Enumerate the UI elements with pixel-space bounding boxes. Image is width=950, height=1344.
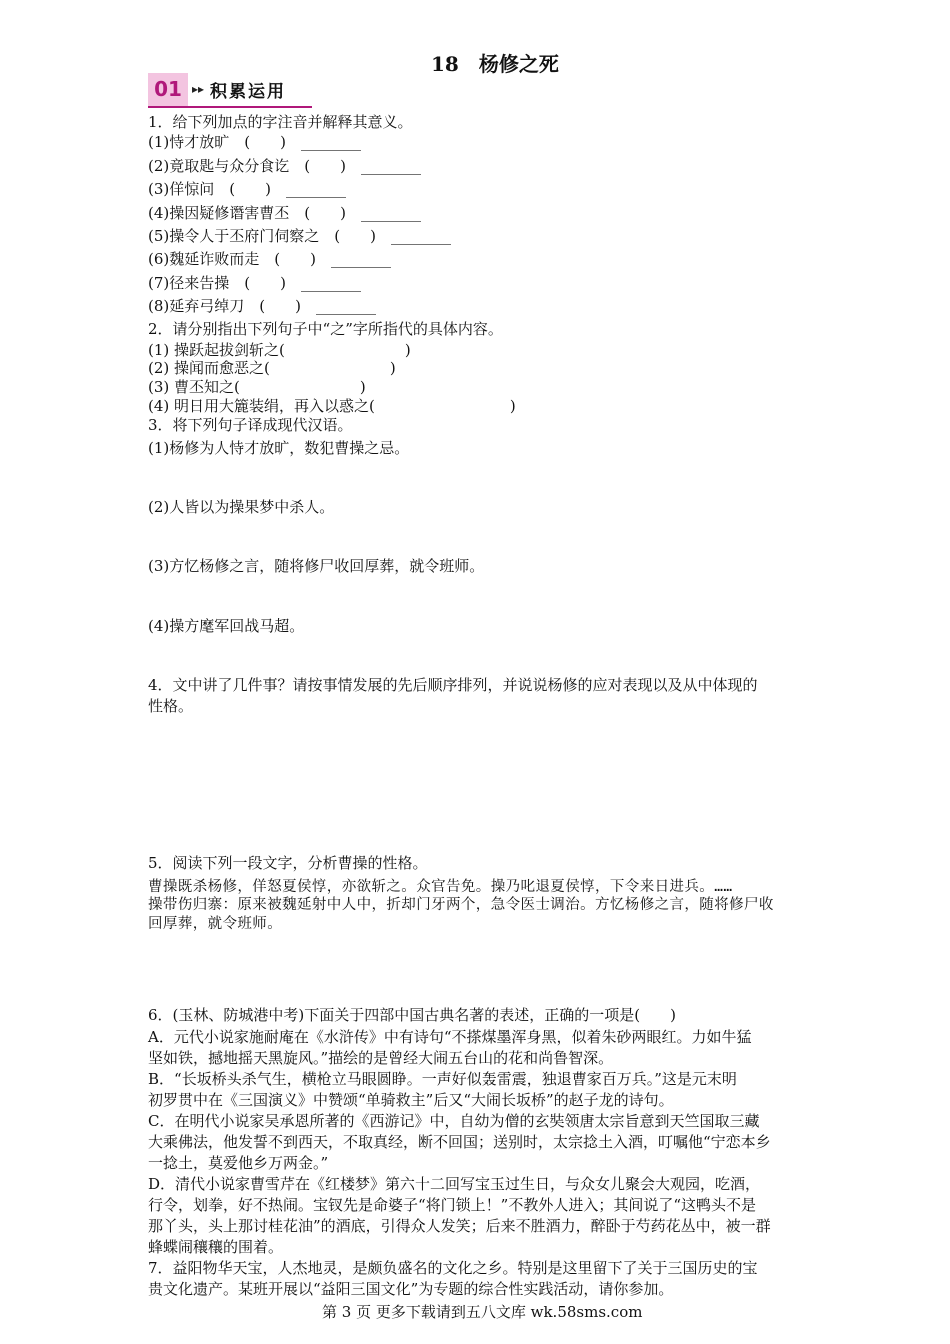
q2-item: (2) 操闻而愈恶之( ) — [148, 359, 396, 377]
q6-line: 坚如铁，撼地摇天黑旋风。”描绘的是曾经大闹五台山的花和尚鲁智深。 — [148, 1049, 614, 1067]
q2-item: (3) 曹丕知之( ) — [148, 378, 366, 396]
q6-stem: 6．(玉林、防城港中考)下面关于四部中国古典名著的表述，正确的一项是( ) — [148, 1006, 676, 1024]
q6-line: 大乘佛法，他发誓不到西天，不取真经，断不回国；送别时，太宗捻土入酒，叮嘱他“宁恋本乡 — [148, 1133, 771, 1151]
q1-item: (7)径来告操 ( ) ________ — [148, 274, 361, 292]
q1-item: (8)延弃弓绰刀 ( ) ________ — [148, 297, 376, 315]
q3-item: (3)方忆杨修之言，随将修尸收回厚葬，就令班师。 — [148, 557, 485, 575]
q1-item: (4)操因疑修谮害曹丕 ( ) ________ — [148, 204, 421, 222]
q6-line: D．清代小说家曹雪芹在《红楼梦》第六十二回写宝玉过生日，与众女儿聚会大观园，吃酒， — [148, 1175, 761, 1193]
q6-line: A．元代小说家施耐庵在《水浒传》中有诗句“不搽煤墨浑身黑，似着朱砂两眼红。力如牛猛 — [148, 1028, 752, 1046]
q6-line: 那丫头，头上那讨桂花油”的酒底，引得众人发笑；后来不胜酒力，醉卧于芍药花丛中，被一群 — [148, 1217, 771, 1235]
q1-item: (6)魏延诈败而走 ( ) ________ — [148, 250, 391, 268]
q7-line: 7．益阳物华天宝，人杰地灵，是颇负盛名的文化之乡。特别是这里留下了关于三国历史的宝 — [148, 1259, 758, 1277]
page-footer: 第 3 页 更多下载请到五八文库 wk.58sms.com — [322, 1303, 643, 1321]
section-badge — [148, 73, 312, 106]
q6-line: B．“长坂桥头杀气生，横枪立马眼圆睁。一声好似轰雷震，独退曹家百万兵。”这是元末明 — [148, 1070, 737, 1088]
q6-line: 蜂蝶闹穰穰的围着。 — [148, 1238, 284, 1256]
q6-line: C．在明代小说家吴承恩所著的《西游记》中，自幼为僧的玄奘领唐太宗旨意到天竺国取三藏 — [148, 1112, 760, 1130]
q5-passage-line: 曹操既杀杨修，佯怒夏侯惇，亦欲斩之。众官告免。操乃叱退夏侯惇，下令来日进兵。…… — [148, 879, 733, 895]
q7-line: 贵文化遗产。某班开展以“益阳三国文化”为专题的综合性实践活动，请你参加。 — [148, 1280, 674, 1298]
q1-stem: 1．给下列加点的字注音并解释其意义。 — [148, 113, 413, 131]
q6-line: 初罗贯中在《三国演义》中赞颂“单骑救主”后又“大闹长坂桥”的赵子龙的诗句。 — [148, 1091, 674, 1109]
q1-item: (5)操令人于丕府门伺察之 ( ) ________ — [148, 227, 451, 245]
q1-item: (3)佯惊问 ( ) ________ — [148, 180, 346, 198]
section-number: 01 — [148, 73, 188, 106]
q2-item: (4) 明日用大簏装绢，再入以惑之( ) — [148, 397, 516, 415]
q4-line: 4．文中讲了几件事？请按事情发展的先后顺序排列，并说说杨修的应对表现以及从中体现的 — [148, 676, 758, 694]
q3-item: (4)操方麾军回战马超。 — [148, 617, 305, 635]
q1-item: (1)恃才放旷 ( ) ________ — [148, 133, 361, 151]
q5-passage-line: 操带伤归寨：原来被魏延射中人中，折却门牙两个，急令医士调治。方忆杨修之言，随将修尸收 — [148, 897, 774, 913]
q1-item: (2)竟取匙与众分食讫 ( ) ________ — [148, 157, 421, 175]
page-title: 18 杨修之死 — [431, 52, 559, 76]
q3-item: (1)杨修为人恃才放旷，数犯曹操之忌。 — [148, 439, 410, 457]
q3-stem: 3．将下列句子译成现代汉语。 — [148, 416, 353, 434]
section-label: 积累运用 — [210, 82, 286, 102]
section-underline — [148, 106, 312, 108]
q5-passage-line: 回厚葬，就令班师。 — [148, 916, 283, 932]
q6-line: 行令，划拳，好不热闹。宝钗先是命婆子“将门锁上！”不教外人进入；其间说了“这鸭头不是 — [148, 1196, 757, 1214]
q6-line: 一捻土，莫爱他乡万两金。” — [148, 1154, 329, 1172]
double-arrow-icon: ▸▸ — [192, 82, 205, 96]
q3-item: (2)人皆以为操果梦中杀人。 — [148, 498, 335, 516]
q5-stem: 5．阅读下列一段文字，分析曹操的性格。 — [148, 854, 428, 872]
q4-line: 性格。 — [148, 697, 194, 715]
q2-item: (1) 操跃起拔剑斩之( ) — [148, 341, 411, 359]
q2-stem: 2．请分别指出下列句子中“之”字所指代的具体内容。 — [148, 320, 503, 338]
